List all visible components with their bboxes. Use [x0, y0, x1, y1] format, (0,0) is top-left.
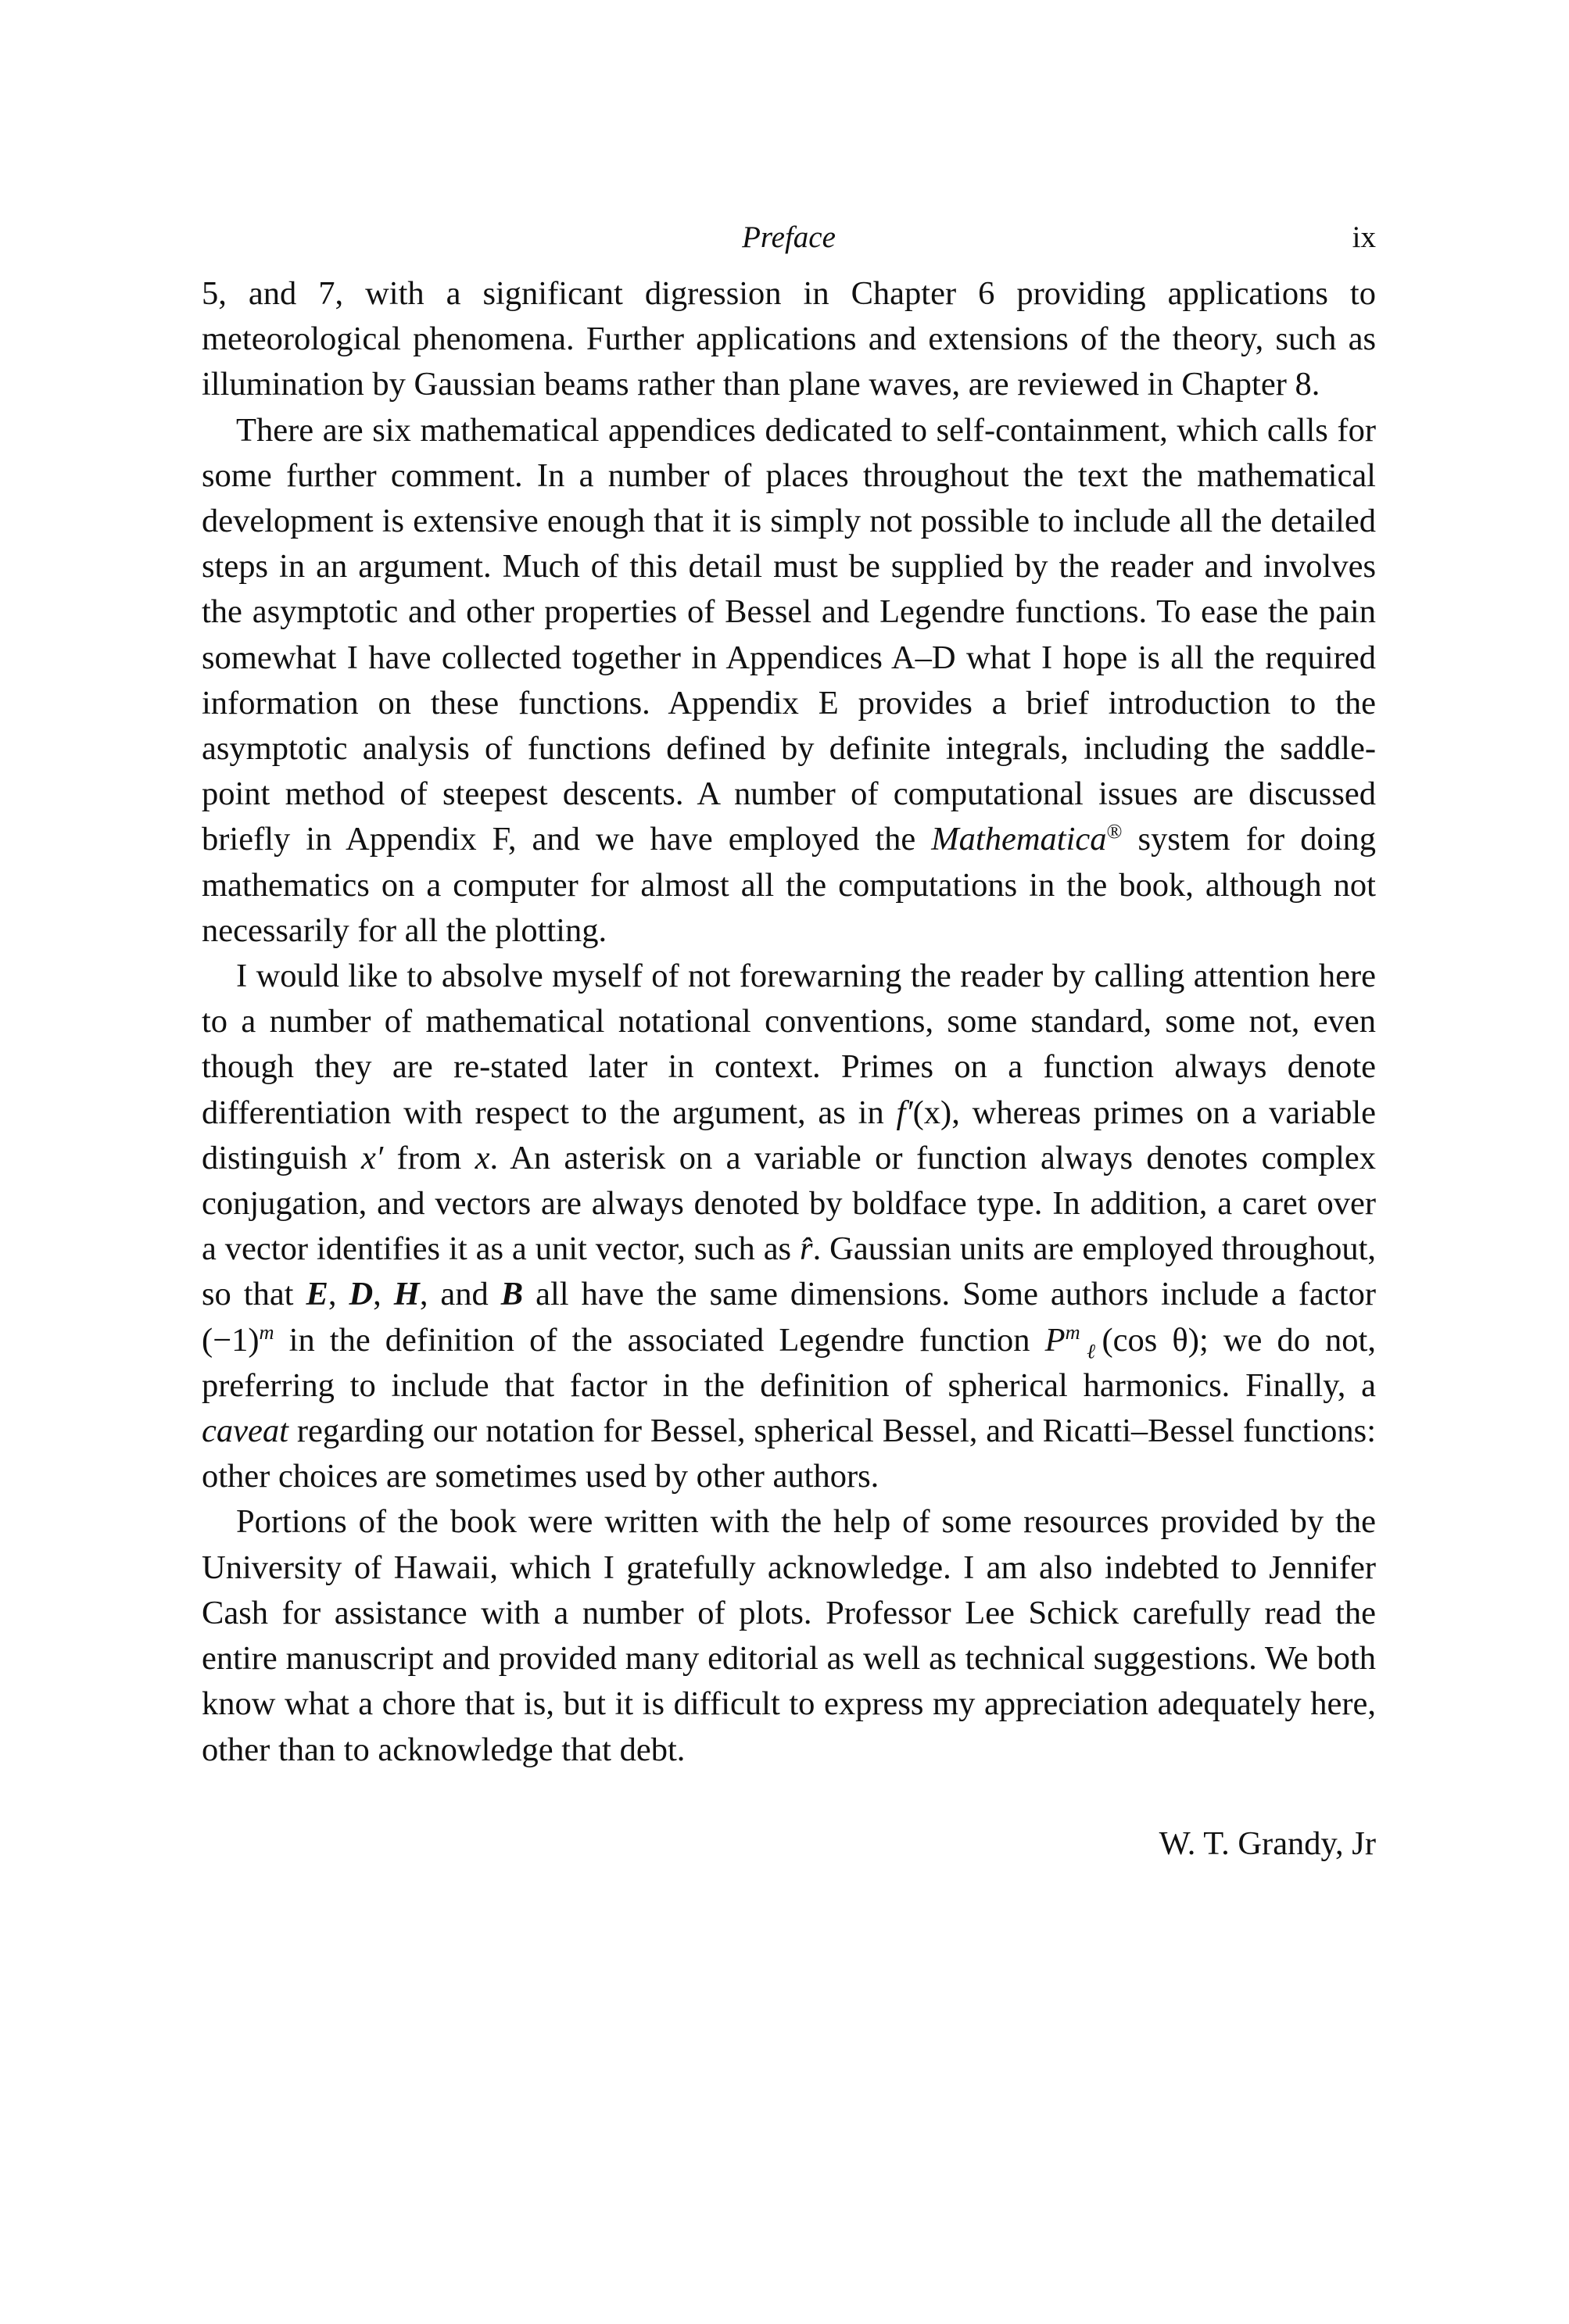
paragraph-notation: [202, 954, 1376, 1499]
paragraph-appendices: [202, 408, 1376, 954]
separator: ,: [373, 1276, 394, 1313]
paragraph-text: There are six mathematical appendices dedicated to self-containment, which calls for some further comment. In a number of places throughout the text the mathematical development is extensive enough that it is simply not possible to include all the detailed steps in an argument. Much of this detail must be supplied by the reader and involves the asymptotic and other properties of Bessel and Legendre functions. To ease the pain somewhat I have collected together in Appendices A–D what I hope is all the required information on these functions. Appendix E provides a brief introduction to the asymptotic analysis of functions defined by definite integrals, including the saddle-point method of steepest descents. A number of computational issues are discussed briefly in Appendix F, and we have employed the: [202, 411, 1376, 858]
running-title: Preface: [742, 220, 836, 254]
separator: , and: [419, 1276, 501, 1313]
math-f-prime: f′: [896, 1094, 913, 1131]
math-f-prime-argument: (x): [912, 1094, 952, 1131]
registered-mark: ®: [1106, 820, 1123, 843]
math-vector-E: E: [306, 1276, 328, 1313]
paragraph-text: 5, and 7, with a significant digression in Chapter 6 providing applications to meteorological phenomena. Further applications and extensions of the theory, such as illumination by Gaussian beams rather than plane waves, are reviewed in Chapter 8.: [202, 275, 1376, 403]
math-vector-D: D: [349, 1276, 374, 1313]
running-head: [202, 215, 1376, 260]
paragraph-text: regarding our notation for Bessel, spherical Bessel, and Ricatti–Bessel functions: other choices are sometimes used by other authors.: [202, 1413, 1376, 1495]
paragraph-text: system for doing mathematics on a computer for almost all the computations in the book, although not necessarily for all the plotting.: [202, 821, 1376, 949]
paragraph-text: I would like to absolve myself of not forewarning the reader by calling attention here to a number of mathematical notational conventions, some standard, some not, even though they are re-stated later in context. Primes on a function always denote differentiation with respect to the argument, as in: [202, 958, 1376, 1131]
book-page: [202, 215, 1376, 1867]
author-signature: W. T. Grandy, Jr: [1159, 1824, 1376, 1862]
paragraph-text: . Gaussian units are employed throughout, so that: [202, 1230, 1377, 1313]
math-x-prime: x′: [360, 1139, 384, 1176]
paragraph-text: all have the same dimensions. Some authors include a factor (−1): [202, 1276, 1376, 1359]
paragraph-text: Portions of the book were written with the help of some resources provided by the University of Hawaii, which I gratefully acknowledge. I am also indebted to Jennifer Cash for assistance with a number of plots. Professor Lee Schick carefully read the entire manuscript and provided many editorial as well as technical suggestions. We both know what a chore that is, but it is difficult to express my appreciation adequately here, other than to acknowledge that debt.: [202, 1503, 1376, 1768]
paragraph-text: . An asterisk on a variable or function always denotes complex conjugation, and vectors are always denoted by boldface type. In addition, a caret over a vector identifies it as a unit vector, such as: [202, 1139, 1376, 1268]
paragraph-text: ; we do not, preferring to include that factor in the definition of spherical harmonics. Finally, a: [202, 1321, 1376, 1404]
math-legendre-degree: ℓ: [1080, 1340, 1102, 1363]
paragraph-acknowledgements: [202, 1499, 1376, 1772]
paragraph-chapters-continuation: [202, 271, 1376, 408]
page-number: ix: [1352, 220, 1376, 254]
math-r-hat: r̂: [800, 1230, 813, 1268]
mathematica-name: Mathematica: [931, 821, 1107, 858]
paragraph-text: from: [383, 1139, 475, 1176]
math-legendre-order: m: [1065, 1320, 1080, 1344]
math-x: x: [475, 1139, 490, 1176]
caveat-word: caveat: [202, 1413, 288, 1450]
math-legendre-P: P: [1044, 1321, 1066, 1359]
separator: ,: [328, 1276, 349, 1313]
math-legendre-argument: (cos θ): [1102, 1321, 1199, 1359]
paragraph-text: , whereas primes on a variable distinguish: [202, 1094, 1376, 1176]
math-m-superscript: m: [259, 1320, 274, 1344]
math-vector-H: H: [393, 1276, 420, 1313]
math-vector-B: B: [500, 1276, 524, 1313]
paragraph-text: in the definition of the associated Legendre function: [274, 1321, 1045, 1359]
